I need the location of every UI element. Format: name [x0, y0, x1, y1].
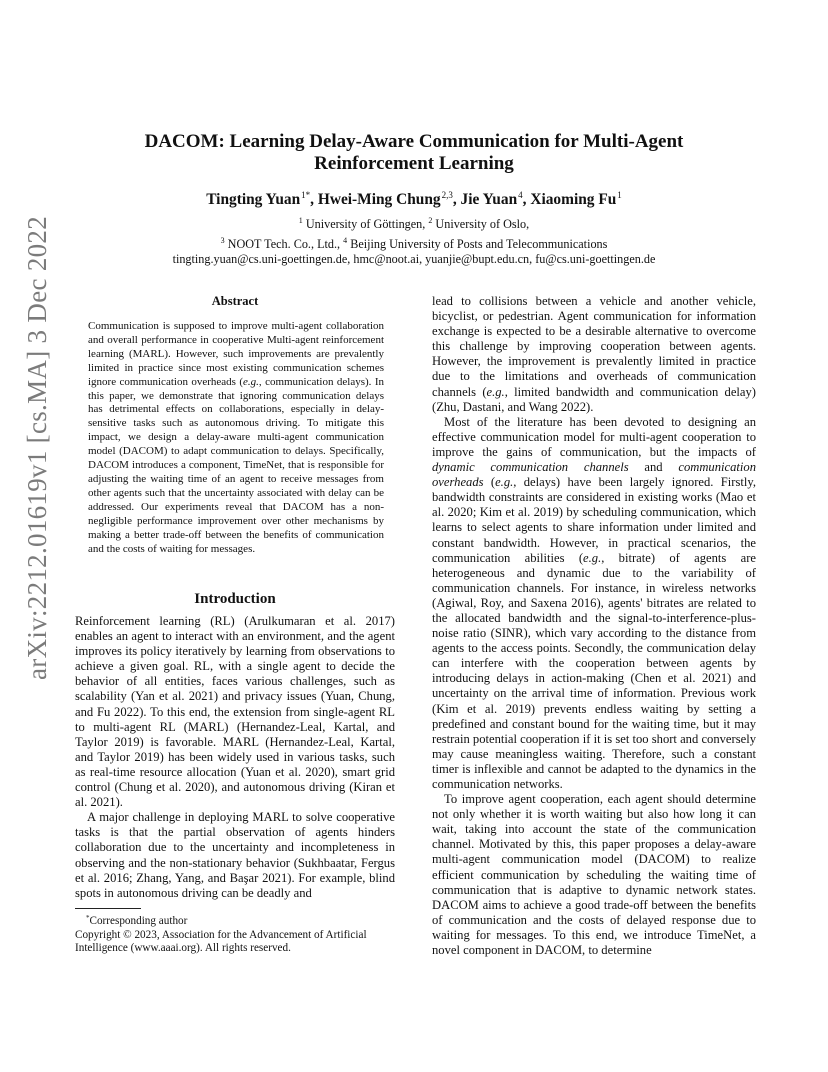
footnote: *Corresponding author Copyright © 2023, Association for the Advancement of Artificial Intelligence (www.aaai.org). All rights reserved. [75, 912, 400, 956]
author-affil-marker: 1 [617, 190, 622, 200]
affiliations [100, 213, 728, 268]
introduction-text [75, 614, 395, 901]
copyright-notice: Copyright © 2023, Association for the Advancement of Artificial Intelligence (www.aaai.org). All rights reserved. [75, 928, 367, 955]
right-column-text [432, 294, 756, 958]
paragraph: lead to collisions between a vehicle and another vehicle, bicyclist, or pedestrian. Agent communication for information exchange is expected to be a desirable alternative to overcome this challenge by improving cooperation between agents. However, the improvement is prevalently limited in practice due to the limitations and overheads of communication channels (e.g., limited bandwidth and communication delay) (Zhu, Dastani, and Wang 2022). [432, 294, 756, 414]
arxiv-identifier: arXiv:2212.01619v1 [cs.MA] 3 Dec 2022 [22, 215, 52, 680]
affiliation-line-2: $^3$ NOOT Tech. Co., Ltd., $^4$ Beijing University of Posts and Telecommunications [220, 235, 608, 251]
author-affil-marker: 4 [518, 190, 523, 200]
paragraph: Most of the literature has been devoted to designing an effective communication model for multi-agent cooperation to improve the gains of communication, but the impacts of dynamic communication channels and communication overheads (e.g., delays) have been largely ignored. Firstly, bandwidth constraints are considered in existing works (Mao et al. 2020; Kim et al. 2019) by scheduling communication, which learns to select agents to share information under limited and constant bandwidth. However, in practical scenarios, the communication abilities (e.g., bitrate) of agents are heterogeneous and dynamic due to the variability of communication channels. For instance, in wireless networks (Agiwal, Roy, and Saxena 2016), agents' bitrates are related to the allocated bandwidth and the signal-to-interference-plus-noise ratio (SINR), which vary according to the distance from agents to the access points. Secondly, the communication delay can interfere with the cooperation between agents by introducing delays in action-making (Chen et al. 2021) and uncertainty on the arrival time of information. Previous work (Kim et al. 2019) prevents endless waiting by setting a predefined and constant bound for the waiting time, but it may restrain potential cooperation if it is set too short and conversely may cause meaningless waiting. Therefore, such a constant timer is inflexible and cannot be adapted to the dynamics in the communication networks. [432, 414, 757, 791]
abstract-heading: Abstract [211, 294, 259, 308]
corresponding-author-note: Corresponding author [89, 915, 188, 927]
paragraph: A major challenge in deploying MARL to solve cooperative tasks is that the partial observation of agents hinders collaboration due to the uncertainty and incompleteness in observing and the non-stationary behavior (Sukhbaatar, Fergus et al. 2016; Zhang, Yang, and Başar 2021). For example, blind spots in autonomous driving can be deadly and [75, 810, 395, 900]
author-list: Tingting Yuan$^{1*}$, Hwei-Ming Chung$^{2,3}$, Jie Yuan$^4$, Xiaoming Fu$^1$ [206, 190, 622, 208]
author-affil-marker: 1* [301, 190, 311, 200]
abstract-text: Communication is supposed to improve multi-agent collaboration and overall performance in cooperative Multi-agent reinforcement learning (MARL). However, such improvements are prevalently limited in practice since most existing communication schemes ignore communication overheads (e.g., communication delays). In this paper, we demonstrate that ignoring communication delays has detrimental effects on collaborations, especially in delay-sensitive tasks such as autonomous driving. To mitigate this impact, we design a delay-aware multi-agent communication model (DACOM) to adapt communication to delays. Specifically, DACOM introduces a component, TimeNet, that is responsible for adjusting the waiting time of an agent to receive messages from other agents such that the uncertainty associated with delay can be addressed. Our experiments reveal that DACOM has a non-negligible performance improvement over other mechanisms by making a better trade-off between the benefits of communication and the costs of waiting for messages. [88, 320, 384, 555]
author-name: Tingting Yuan [206, 191, 301, 208]
title-line-2: Reinforcement Learning [314, 153, 514, 174]
author-name: Hwei-Ming Chung [317, 191, 441, 208]
affiliation-line-1: $^1$ University of Göttingen, $^2$ University of Oslo, [298, 216, 530, 231]
author-emails: tingting.yuan@cs.uni-goettingen.de, hmc@noot.ai, yuanjie@bupt.edu.cn, fu@cs.uni-goettingen.de [172, 252, 656, 266]
author-name: Xiaoming Fu [530, 191, 617, 208]
paragraph: To improve agent cooperation, each agent should determine not only whether it is worth waiting but also how long it can wait, taking into account the state of the communication channel. Motivated by this, this paper proposes a delay-aware multi-agent communication model (DACOM) to realize efficient communication by scheduling the waiting time of communication that is adaptive to dynamic network states. DACOM aims to achieve a good trade-off between the benefits of communication and the costs of delayed response due to waiting for messages. To this end, we introduce TimeNet, a novel component in DACOM, to determine [432, 792, 756, 958]
introduction-heading: Introduction [194, 591, 276, 607]
paragraph: Reinforcement learning (RL) (Arulkumaran et al. 2017) enables an agent to interact with an environment, and the agent improves its policy iteratively by learning from observations to achieve a given goal. RL, with a single agent to decide the behavior of all entities, faces various challenges, such as scalability (Yan et al. 2021) and privacy issues (Yuan, Chung, and Fu 2022). To this end, the extension from single-agent RL to multi-agent RL (MARL) (Hernandez-Leal, Kartal, and Taylor 2019) is favorable. MARL (Hernandez-Leal, Kartal, and Taylor 2019) has been widely used in various tasks, such as real-time resource allocation (Yuan et al. 2020), smart grid control (Chung et al. 2020), and autonomous driving (Kiran et al. 2021). [75, 614, 395, 810]
author-affil-marker: 2,3 [441, 190, 453, 200]
title-line-1: DACOM: Learning Delay-Aware Communication for Multi-Agent [144, 131, 684, 152]
paper-title [100, 131, 728, 175]
footnote-divider [75, 908, 141, 909]
author-name: Jie Yuan [460, 191, 518, 208]
